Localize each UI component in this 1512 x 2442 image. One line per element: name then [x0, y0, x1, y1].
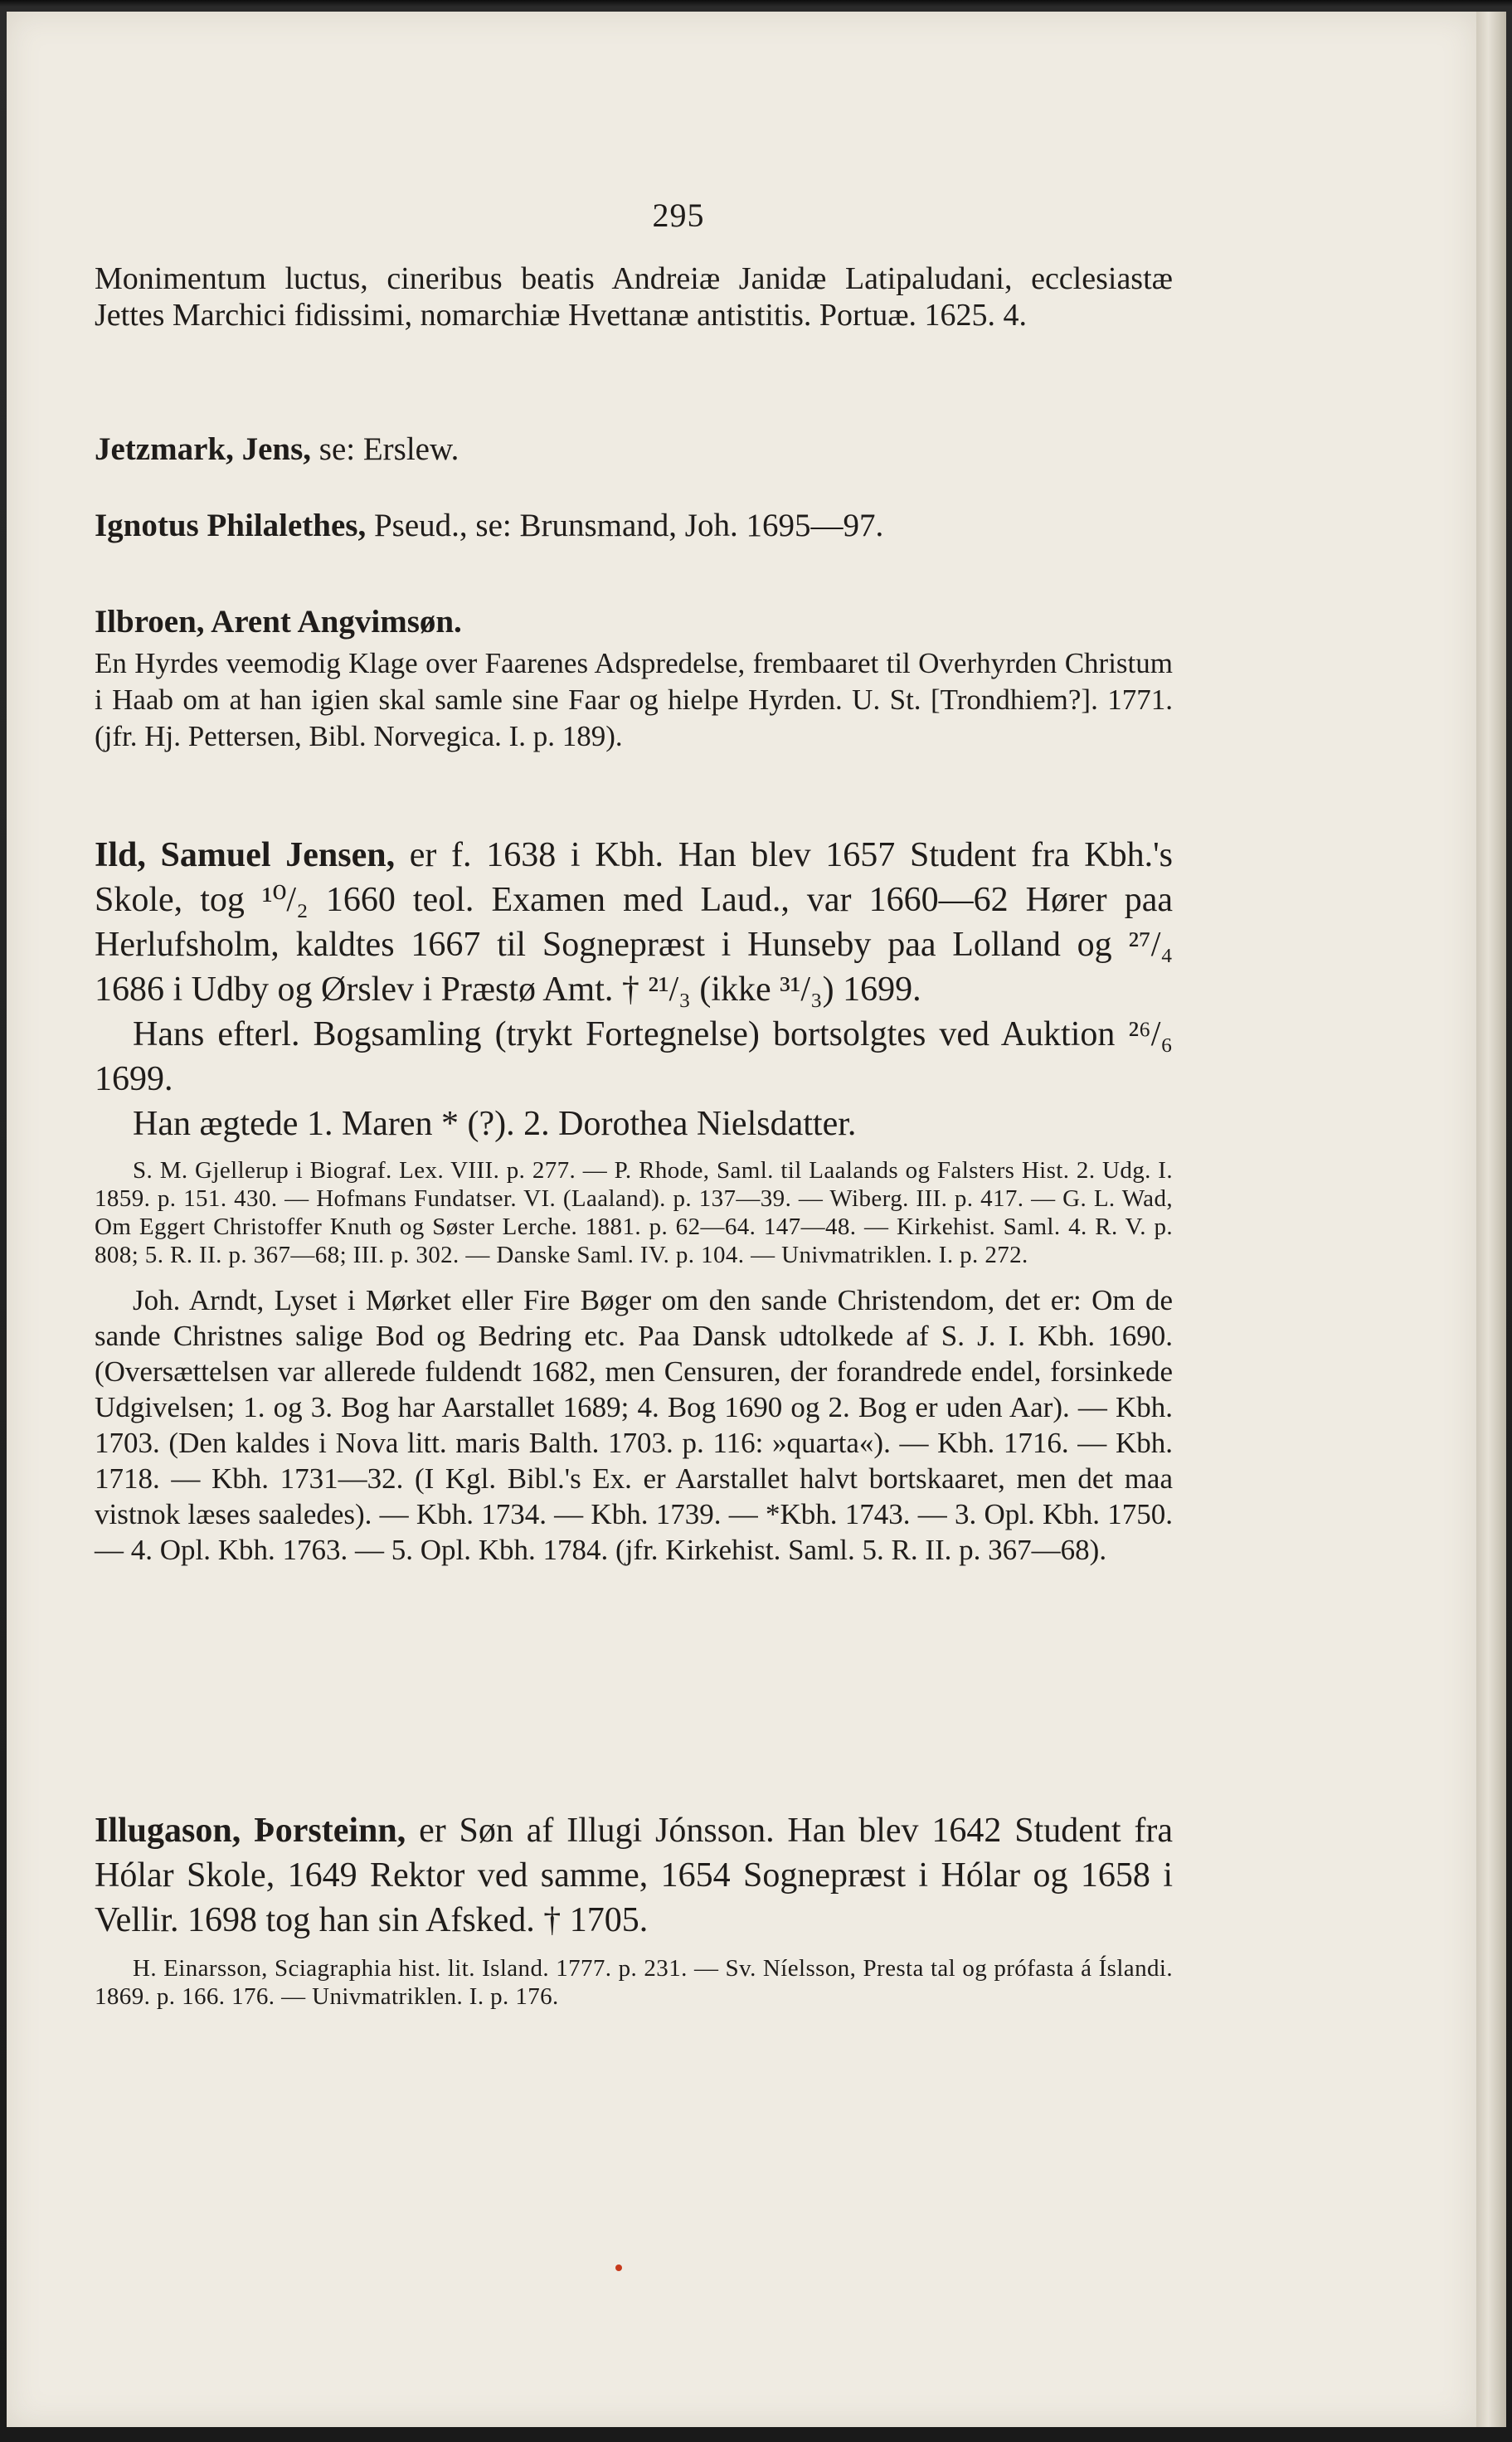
entry-bio: er f. 1638 i Kbh. Han blev 1657 Student fra Kbh.'s Skole, tog ¹⁰/₂ 1660 teol. Examen med Laud., var 1660—62 Hører paa Herlufsholm, kaldtes 1667 til Sognepræst i Hunseby paa Lolland og ²⁷/₄ 1686 i Udby og Ørslev i Præstø Amt. † ²¹/₃ (ikke ³¹/₃) 1699. — [95, 836, 1174, 1009]
entry-marriage: Han ægtede 1. Maren * (?). 2. Dorothea Nielsdatter. — [133, 1105, 857, 1143]
entry-references: H. Einarsson, Sciagraphia hist. lit. Island. 1777. p. 231. — Sv. Níelsson, Presta tal og prófasta á Íslandi. 1869. p. 166. 176. — Univmatriklen. I. p. 176. — [95, 1955, 1173, 2010]
entry-heading: Ild, Samuel Jensen, — [95, 836, 396, 874]
entry-text: En Hyrdes veemodig Klage over Faarenes Adspredelse, frembaaret til Overhyrden Christum i Haab om at han igien skal samle sine Faar og hielpe Hyrden. U. St. [Trondhiem?]. 1771. (jfr. Hj. Pettersen, Bibl. Norvegica. I. p. 189). — [95, 647, 1173, 752]
entry-jetzmark — [95, 431, 1173, 468]
entry-monimentum — [95, 260, 1173, 333]
entry-bio: er Søn af Illugi Jónsson. Han blev 1642 Student fra Hólar Skole, 1649 Rektor ved samme, 1654 Sognepræst i Hólar og 1658 i Vellir. 1698 tog han sin Afsked. † 1705. — [95, 1812, 1173, 1939]
entry-text: Monimentum luctus, cineribus beatis Andreiæ Janidæ Latipaludani, ecclesiastæ Jettes Marchici fidissimi, nomarchiæ Hvettanæ antistitis. Portuæ. 1625. 4. — [95, 261, 1173, 333]
entry-references: S. M. Gjellerup i Biograf. Lex. VIII. p. 277. — P. Rhode, Saml. til Laalands og Falsters Hist. 2. Udg. I. 1859. p. 151. 430. — Hofmans Fundatser. VI. (Laaland). p. 137—39. — Wiberg. III. p. 417. — G. L. Wad, Om Eggert Christoffer Knuth og Søster Lerche. 1881. p. 62—64. 147—48. — Kirkehist. Saml. 4. R. V. p. 808; 5. R. II. p. 367—68; III. p. 302. — Danske Saml. IV. p. 104. — Univmatriklen. I. p. 272. — [95, 1157, 1173, 1268]
book-page — [7, 12, 1476, 2427]
entry-auction: Hans efterl. Bogsamling (trykt Fortegnelse) bortsolgtes ved Auktion ²⁶/₆ 1699. — [95, 1015, 1173, 1098]
entry-ignotus — [95, 508, 1173, 544]
entry-heading: Jetzmark, Jens, — [95, 431, 312, 467]
entry-text: Pseud., se: Brunsmand, Joh. 1695—97. — [366, 508, 884, 543]
entry-illugason — [95, 1808, 1173, 2011]
entry-heading: Illugason, Þorsteinn, — [95, 1812, 406, 1850]
page-edge — [1476, 12, 1506, 2427]
entry-works: Joh. Arndt, Lyset i Mørket eller Fire Bøger om den sande Christendom, det er: Om de sande Christnes salige Bod og Bedring etc. Paa Dansk udtolkede af S. J. I. Kbh. 1690. (Oversættelsen var allerede fuldendt 1682, men Censuren, der forandrede endel, forsinkede Udgivelsen; 1. og 3. Bog har Aarstallet 1689; 4. Bog 1690 og 2. Bog er uden Aar). — Kbh. 1703. (Den kaldes i Nova litt. maris Balth. 1703. p. 116: »quarta«). — Kbh. 1716. — Kbh. 1718. — Kbh. 1731—32. (I Kgl. Bibl.'s Ex. er Aarstallet halvt bortskaaret, men det maa vistnok læses saaledes). — Kbh. 1734. — Kbh. 1739. — *Kbh. 1743. — 3. Opl. Kbh. 1750. — 4. Opl. Kbh. 1763. — 5. Opl. Kbh. 1784. (jfr. Kirkehist. Saml. 5. R. II. p. 367—68). — [95, 1284, 1173, 1566]
entry-ilbroen — [95, 604, 1173, 755]
entry-heading: Ignotus Philalethes, — [95, 508, 367, 543]
ink-speck — [615, 2264, 622, 2271]
entry-heading: Ilbroen, Arent Angvimsøn. — [95, 604, 462, 640]
entry-text: se: Erslew. — [311, 431, 459, 467]
page-number: 295 — [652, 197, 705, 234]
entry-ild — [95, 833, 1173, 1568]
